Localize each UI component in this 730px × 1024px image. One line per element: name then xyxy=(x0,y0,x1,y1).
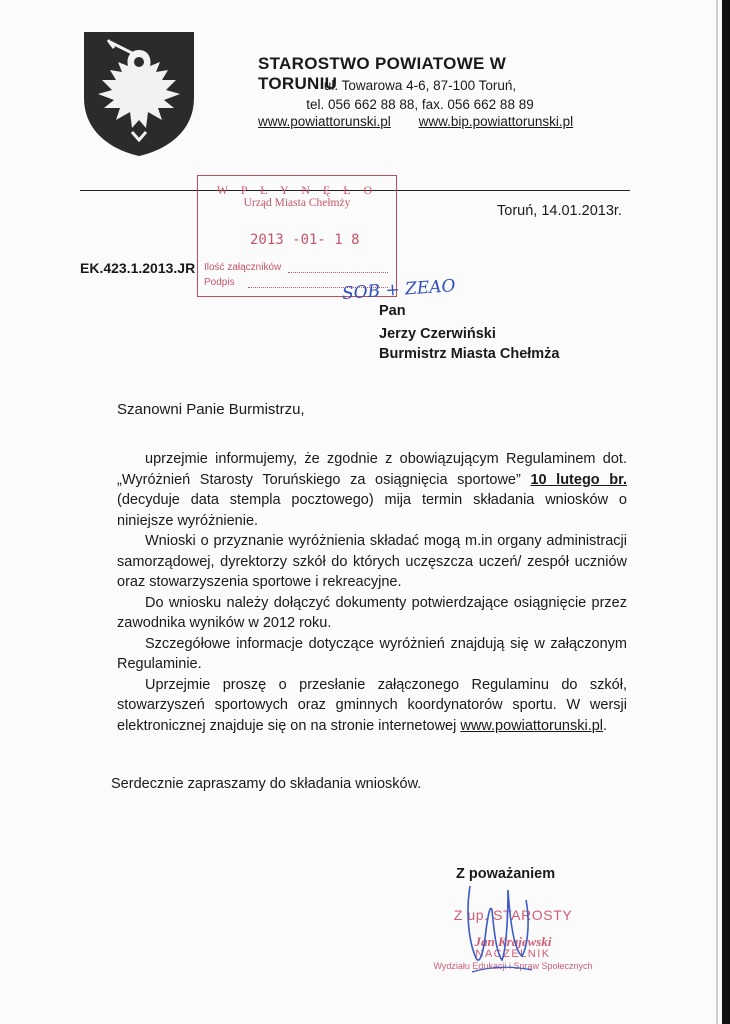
organization-name: STAROSTWO POWIATOWE W TORUNIU xyxy=(258,54,507,93)
body-paragraph: uprzejmie informujemy, że zgodnie z obowiązującym Regulaminem dot. „Wyróżnień Starosty Toruńskiego za osiągnięcia sportowe” 10 lutego br. (decyduje data stempla pocztowego) mija termin składania wniosków o niniejsze wyróżnienie. xyxy=(117,451,627,529)
organization-phones: tel. 056 662 88 88, fax. 056 662 88 89 xyxy=(306,97,534,112)
body-paragraph: Wnioski o przyznanie wyróżnienia składać mogą m.in organy administracji samorządowej, dyrektorzy szkół do których uczęszcza uczeń/ zespół uczniów oraz stowarzyszenia sportowe i rekreacyjne. xyxy=(117,533,627,590)
stamp-attachments-label: Ilość załączników xyxy=(204,262,282,273)
scan-edge-line xyxy=(716,0,718,1024)
letter-body xyxy=(117,449,627,736)
website-link-inline[interactable]: www.powiattorunski.pl xyxy=(460,717,604,734)
stamp-title: W P Ł Y N Ę Ł O xyxy=(216,183,378,197)
salutation: Szanowni Panie Burmistrzu, xyxy=(117,401,305,418)
stamp-dotted-line xyxy=(288,272,388,273)
body-paragraph: Do wniosku należy dołączyć dokumenty potwierdzające osiągnięcie przez zawodnika wyników w 2012 roku. xyxy=(117,594,627,631)
body-paragraph: Szczegółowe informacje dotyczące wyróżnień znajdują się w załączonym Regulaminie. xyxy=(117,635,627,672)
recipient-name: Jerzy Czerwiński xyxy=(379,326,496,342)
received-stamp xyxy=(197,175,397,297)
website-link[interactable]: www.powiattorunski.pl xyxy=(258,114,391,129)
regards: Z poważaniem xyxy=(456,866,556,882)
coat-of-arms-icon xyxy=(80,28,198,158)
organization-links xyxy=(258,114,597,129)
signature-stamp-role: NACZELNIK xyxy=(475,948,551,960)
letter-date: Toruń, 14.01.2013r. xyxy=(497,203,622,219)
bip-website-link[interactable]: www.bip.powiattorunski.pl xyxy=(418,114,574,129)
signature-stamp-department: Wydziału Edukacji i Spraw Społecznych xyxy=(433,961,593,971)
scan-edge xyxy=(722,0,730,1024)
stamp-signature-label: Podpis xyxy=(204,277,235,288)
reference-number: EK.423.1.2013.JR xyxy=(80,260,196,276)
closing-invitation: Serdecznie zapraszamy do składania wniosków. xyxy=(111,776,422,792)
handwritten-signature-icon xyxy=(462,880,542,980)
recipient-position: Burmistrz Miasta Chełmża xyxy=(379,346,560,362)
signature-stamp-line1: Z up. STAROSTY xyxy=(453,907,573,923)
handwritten-note: SOB + ZEAO xyxy=(341,276,457,304)
organization-address: ul. Towarowa 4-6, 87-100 Toruń, xyxy=(323,78,517,93)
deadline: 10 lutego br. xyxy=(530,471,627,488)
signature-stamp-name: Jan Krajewski xyxy=(474,934,552,949)
stamp-date: 2013 -01- 1 8 xyxy=(250,232,360,248)
body-paragraph: Uprzejmie proszę o przesłanie załączonego Regulaminu do szkół, stowarzyszeń sportowych oraz gminnych koordynatorów sportu. W wersji elektronicznej znajduje się on na stronie internetowej www.powiattorunski.pl. xyxy=(117,676,627,734)
stamp-office: Urząd Miasta Chełmży xyxy=(243,197,351,209)
recipient-title: Pan xyxy=(379,303,406,319)
